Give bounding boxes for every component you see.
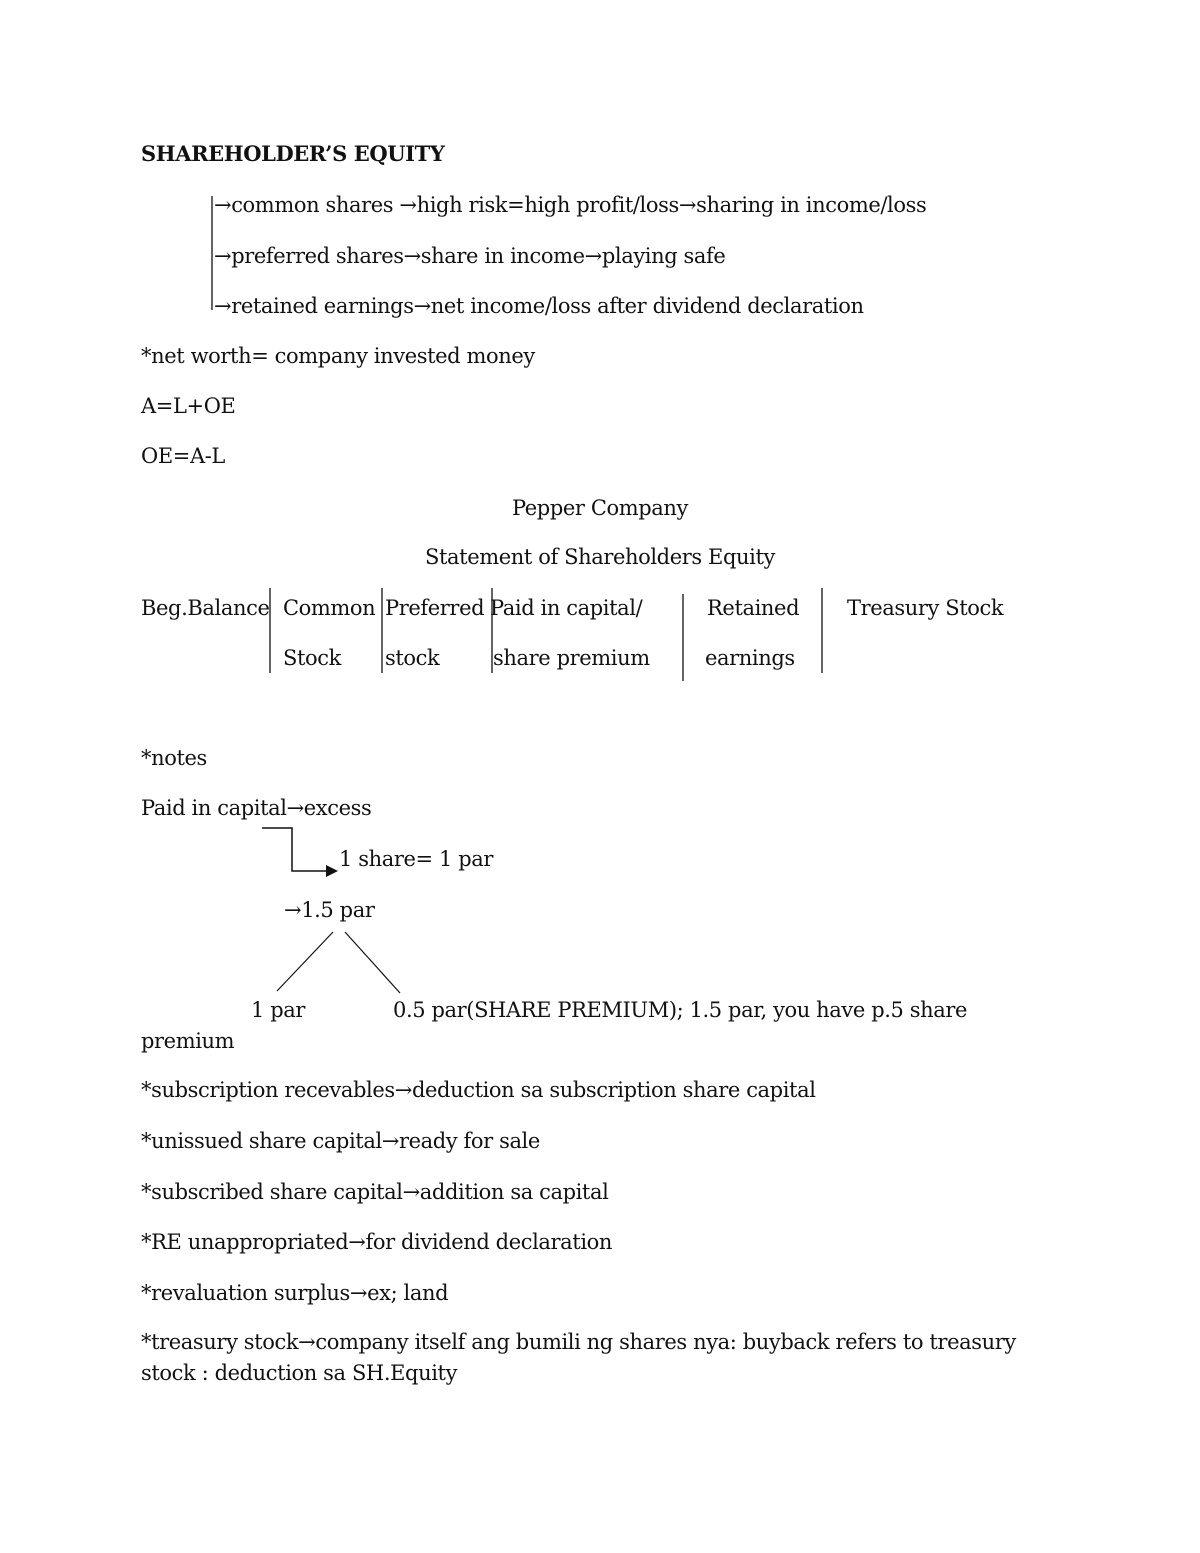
- component-common-shares: →common shares →high risk=high profit/loss→sharing in income/loss: [214, 193, 927, 217]
- note-unissued-share-capital: *unissued share capital→ready for sale: [141, 1129, 540, 1153]
- owners-equity-equation: OE=A-L: [141, 444, 225, 468]
- column-paid-in-capital-line2: share premium: [493, 646, 650, 670]
- elbow-arrowhead: [326, 865, 338, 877]
- column-common-stock-line2: Stock: [283, 646, 341, 670]
- column-retained-earnings-line1: Retained: [707, 596, 800, 620]
- elbow-connector: [262, 828, 330, 871]
- column-retained-earnings-line2: earnings: [705, 646, 795, 670]
- note-treasury-stock-line2: stock : deduction sa SH.Equity: [141, 1361, 458, 1385]
- column-preferred-stock-line2: stock: [385, 646, 440, 670]
- note-subscribed-share-capital: *subscribed share capital→addition sa capital: [141, 1180, 609, 1204]
- one-par-label: 1 par: [251, 998, 306, 1022]
- note-subscription-receivables: *subscription recevables→deduction sa subscription share capital: [141, 1078, 816, 1102]
- share-premium-note: 0.5 par(SHARE PREMIUM); 1.5 par, you have p.5 share: [393, 998, 968, 1022]
- split-line-left: [277, 932, 333, 991]
- accounting-equation: A=L+OE: [141, 394, 236, 418]
- company-name: Pepper Company: [511, 496, 689, 520]
- net-worth-note: *net worth= company invested money: [141, 344, 535, 368]
- note-revaluation-surplus: *revaluation surplus→ex; land: [141, 1281, 449, 1305]
- component-preferred-shares: →preferred shares→share in income→playing safe: [214, 244, 726, 268]
- page-title: SHAREHOLDER’S EQUITY: [141, 141, 445, 166]
- column-preferred-stock-line1: Preferred: [385, 596, 485, 620]
- note-treasury-stock-line1: *treasury stock→company itself ang bumili ng shares nya: buyback refers to treasury: [141, 1330, 1016, 1354]
- one-point-five-par: →1.5 par: [284, 898, 375, 922]
- column-beg-balance: Beg.Balance: [141, 596, 270, 620]
- column-common-stock-line1: Common: [283, 596, 376, 620]
- note-re-unappropriated: *RE unappropriated→for dividend declaration: [141, 1230, 613, 1254]
- one-share-one-par: 1 share= 1 par: [339, 847, 494, 871]
- split-line-right: [345, 932, 400, 993]
- statement-title: Statement of Shareholders Equity: [425, 545, 775, 569]
- notes-heading: *notes: [141, 746, 207, 770]
- paid-in-capital-note: Paid in capital→excess: [141, 796, 372, 820]
- component-retained-earnings: →retained earnings→net income/loss after dividend declaration: [214, 294, 864, 318]
- share-premium-note-wrap: premium: [141, 1029, 235, 1053]
- column-paid-in-capital-line1: Paid in capital/: [490, 596, 643, 620]
- column-treasury-stock: Treasury Stock: [847, 596, 1004, 620]
